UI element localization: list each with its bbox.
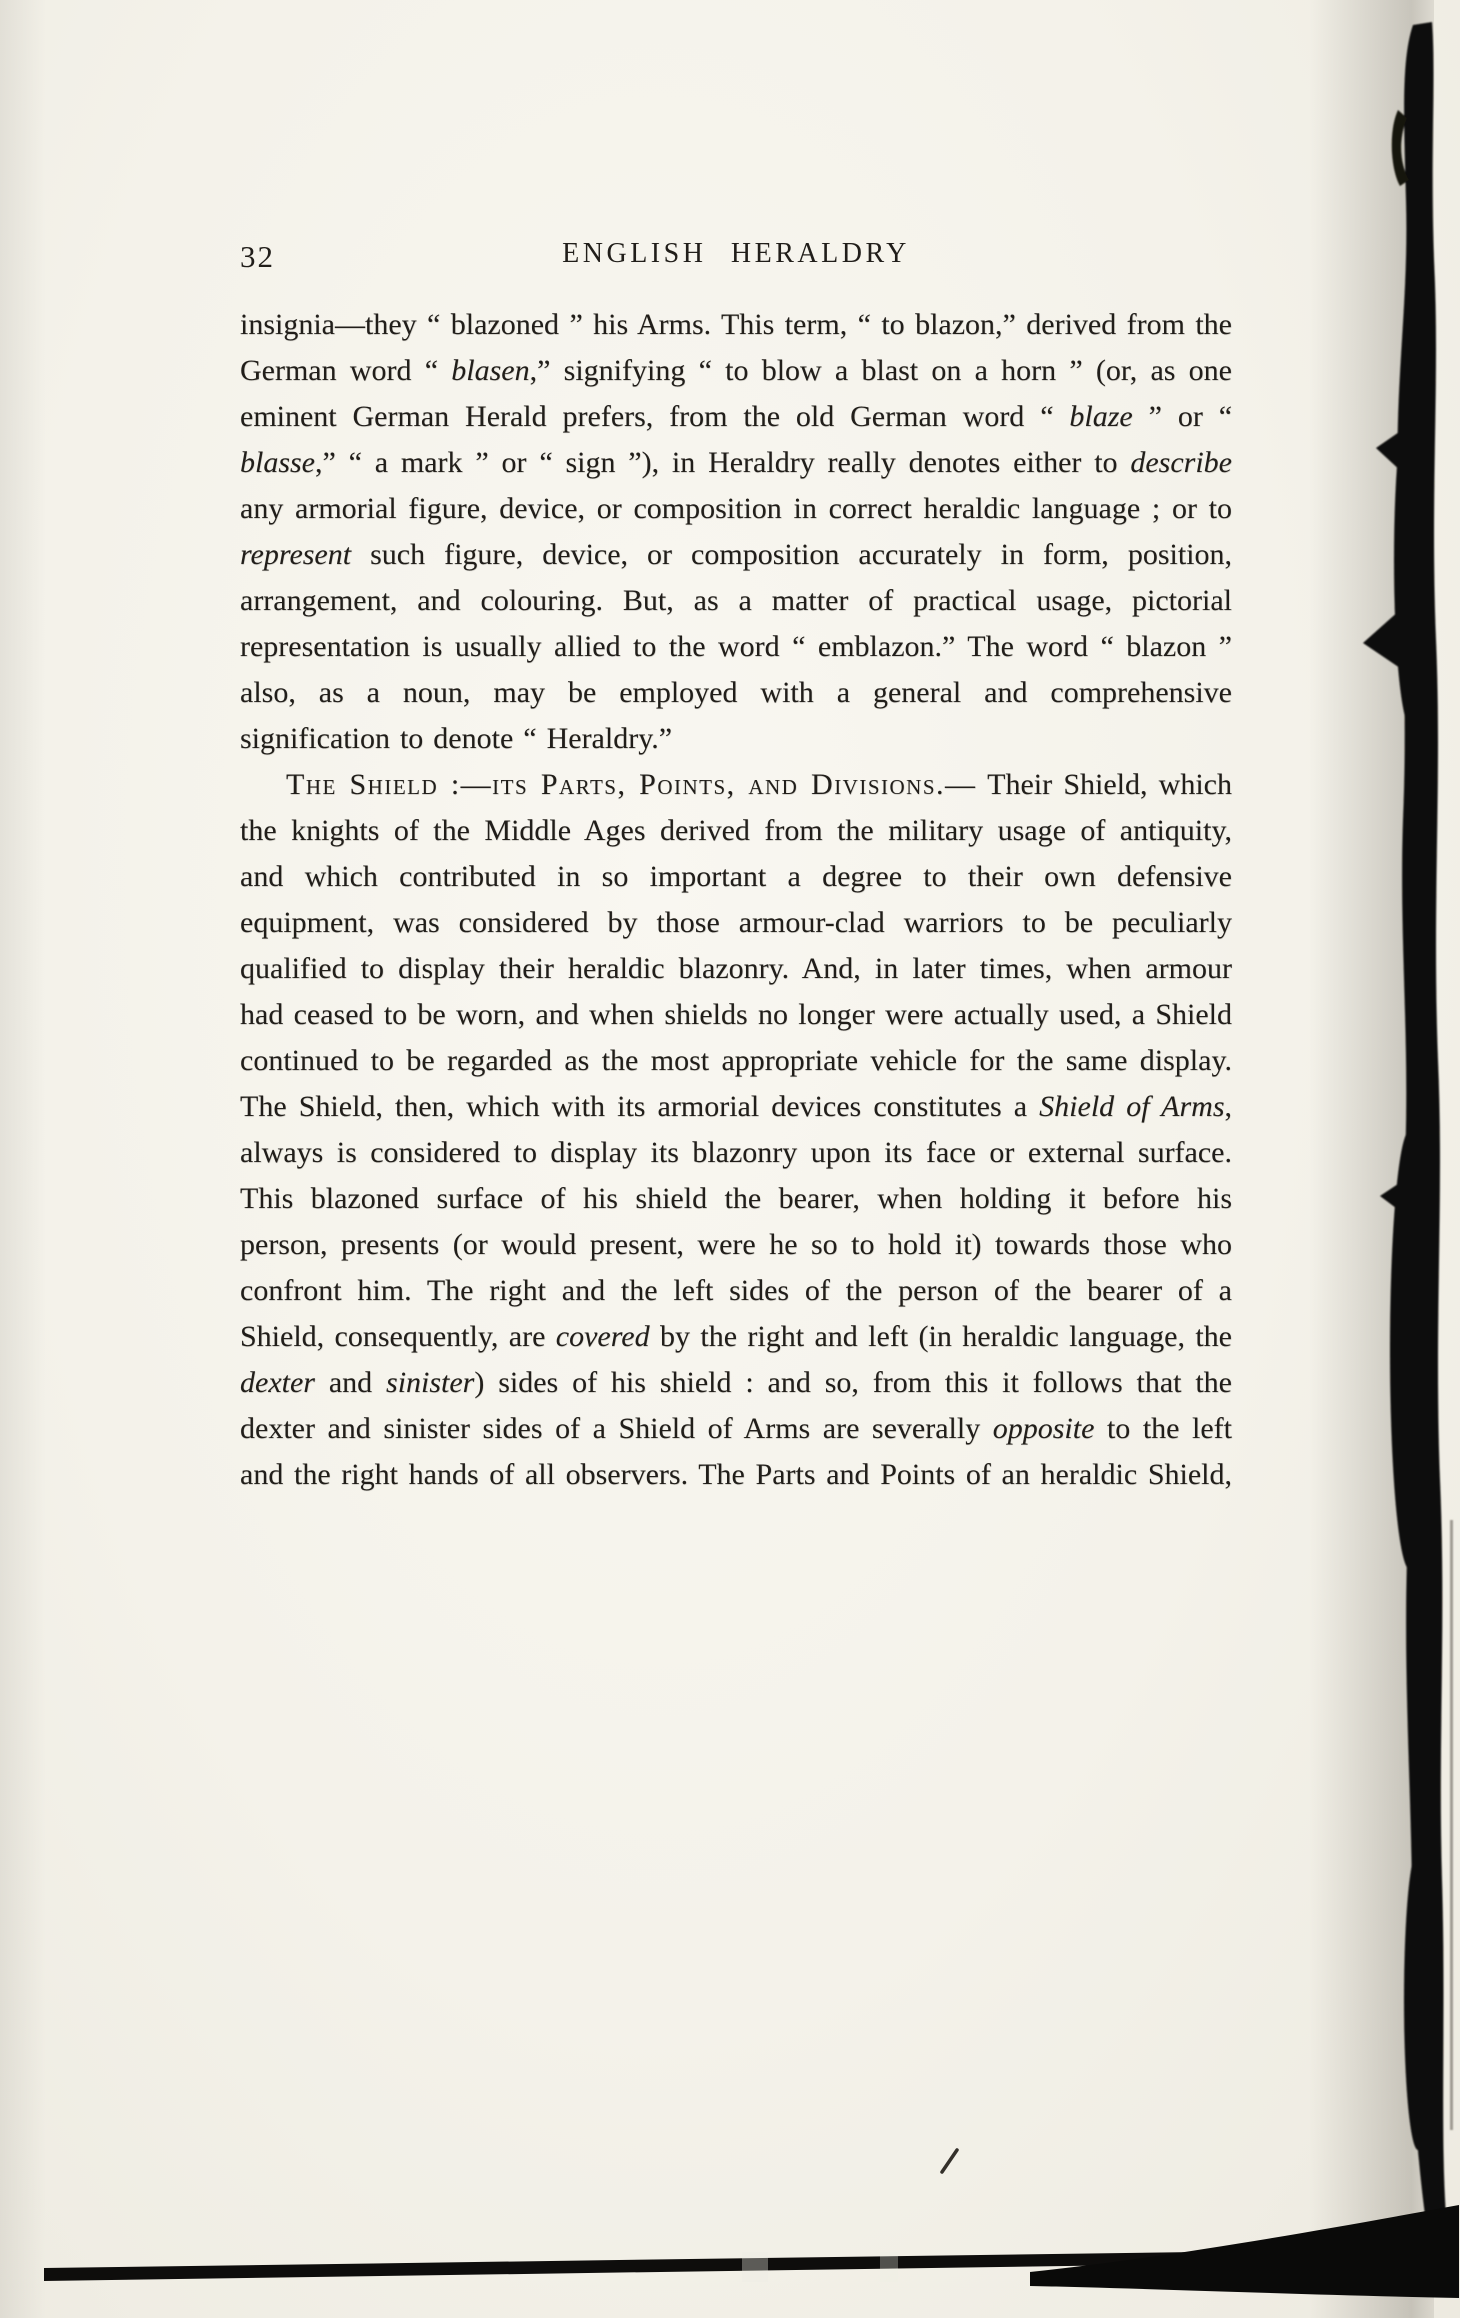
body-paragraph <box>240 762 1232 1498</box>
text-run: to the left and the right hands of all observers. The Parts and Points of an heraldic Shield, <box>240 1412 1232 1491</box>
italic-text-run: blasen <box>451 354 530 387</box>
text-run: by the right and left (in heraldic language, the <box>649 1320 1232 1353</box>
text-run: , always is considered to display its blazonry upon its face or external surface. This blazoned surface of his shield the bearer, when holding it before his person, presents (or would present, were he so to hold it) towards those who confront him. The right and the left sides of the person of the bearer of a Shield, consequently, are <box>240 1090 1232 1353</box>
body-paragraph <box>240 302 1232 762</box>
italic-text-run: Shield of Arms <box>1039 1090 1225 1123</box>
italic-text-run: represent <box>240 538 352 571</box>
text-run: any armorial figure, device, or composition in correct heraldic language ; or to <box>240 492 1232 525</box>
scan-artifact-tick-mark <box>942 2150 957 2172</box>
scan-artifact-right-streak <box>1363 22 1453 2215</box>
italic-text-run: describe <box>1130 446 1232 479</box>
text-run: ) sides of his shield : and so, from this it follows that the dexter and sinister sides of a Shield of Arms are severally <box>240 1366 1232 1445</box>
italic-text-run: dexter <box>240 1366 315 1399</box>
text-run: insignia—they “ blazoned ” his Arms. This term, “ to blazon,” derived from the German word “ <box>240 308 1232 387</box>
small-caps-heading-run: The Shield :—its Parts, Points, and Divisions.— <box>286 768 977 801</box>
italic-text-run: covered <box>555 1320 650 1353</box>
running-header-title: ENGLISH HERALDRY <box>562 238 910 269</box>
italic-text-run: sinister <box>386 1366 475 1399</box>
gutter-shadow <box>1309 0 1434 2318</box>
page-number: 32 <box>240 239 275 274</box>
italic-text-run: opposite <box>992 1412 1095 1445</box>
scan-artifact-bar-break <box>742 2252 768 2282</box>
text-run: ,” signifying “ to blow a blast on a horn ” (or, as one eminent German Herald prefers, from the old German word “ <box>240 354 1232 433</box>
scan-artifact-bottom-wedge <box>1030 2205 1459 2298</box>
scan-artifact-bottom-bar <box>44 2251 1270 2281</box>
italic-text-run: blasse <box>240 446 315 479</box>
scan-artifact-bar-break <box>880 2252 898 2282</box>
text-run: Their Shield, which the knights of the Middle Ages derived from the military usage of antiquity, and which contributed in so important a degree to their own defensive equipment, was considered by those armour-clad warriors to be peculiarly qualified to display their heraldic blazonry. And, in later times, when armour had ceased to be worn, and when shields no longer were actually used, a Shield continued to be regarded as the most appropriate vehicle for the same display. The Shield, then, which with its armorial devices constitutes a <box>240 768 1232 1123</box>
text-run: ” or “ <box>1132 400 1233 433</box>
text-run: and <box>314 1366 387 1399</box>
text-run: ,” “ a mark ” or “ sign ”), in Heraldry really denotes either to <box>315 446 1131 479</box>
page-header <box>240 238 1232 280</box>
text-run: such figure, device, or composition accurately in form, position, arrangement, and colouring. But, as a matter of practical usage, pictorial representation is usually allied to the word “ emblazon.” The word “ blazon ” also, as a noun, may be employed with a general and comprehensive signification to denote “ Heraldry.” <box>240 538 1232 755</box>
italic-text-run: blaze <box>1069 400 1133 433</box>
text-block <box>240 302 1232 1498</box>
